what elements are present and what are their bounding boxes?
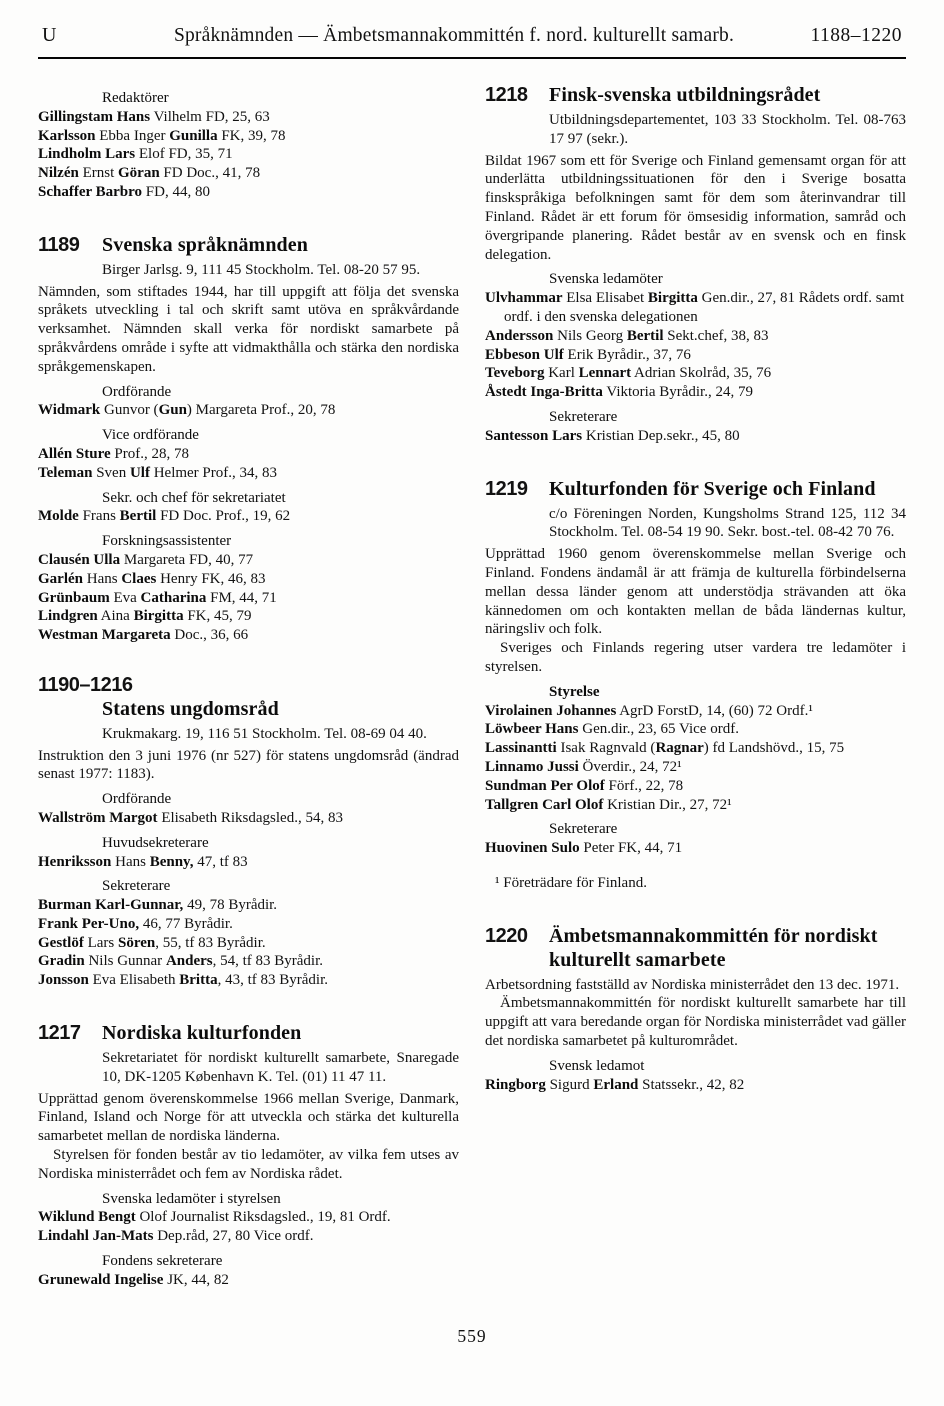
role-group — [38, 426, 459, 482]
group-subhead: Ordförande — [102, 791, 172, 808]
right-column — [485, 83, 906, 1290]
directory-entry: Teveborg Karl Lennart Adrian Skolråd, 35, 76 — [485, 365, 772, 382]
group-subhead: Sekreterare — [102, 878, 171, 895]
directory-entry: Westman Margareta Doc., 36, 66 — [38, 627, 249, 644]
section-title: Statens ungdomsråd — [102, 697, 279, 720]
directory-entry: Teleman Sven Ulf Helmer Prof., 34, 83 — [38, 464, 278, 481]
section-heading — [485, 477, 906, 501]
section-address: Sekretariatet för nordiskt kulturellt samarbete, Snaregade 10, DK-1205 København K. Tel. (01) 11 47 11. — [102, 1050, 459, 1085]
group-subhead: Svenska ledamöter i styrelsen — [102, 1190, 281, 1207]
section-address: Birger Jarlsg. 9, 111 45 Stockholm. Tel. 08-20 57 95. — [102, 261, 421, 278]
directory-entry: Henriksson Hans Benny, 47, tf 83 — [38, 853, 248, 870]
role-group — [485, 683, 906, 815]
section-title: Finsk-svenska utbildningsrådet — [549, 84, 821, 106]
group-subhead: Styrelse — [549, 683, 600, 700]
page-header — [38, 24, 906, 47]
section-number: 1189 — [38, 233, 80, 256]
section-paragraph: Nämnden, som stiftades 1944, har till uppgift att följa det svenska språkets utveckling i tal och skrift samt utöva en språkvårdande verksamhet. Nämnden skall verka för nordiskt samarbete på språkvårdens område i syfte att vidmakthålla och stärka den nordiska språkgemenskapen. — [38, 283, 459, 375]
directory-entry: Karlsson Ebba Inger Gunilla FK, 39, 78 — [38, 127, 286, 144]
role-group — [38, 1252, 459, 1290]
section-paragraph: Upprättad genom överenskommelse 1966 mellan Sverige, Danmark, Finland, Island och Norge för att utveckla och stärka det kulturella samarbetet mellan de nordiska länderna. — [38, 1090, 459, 1145]
header-section-letter: U — [42, 24, 57, 46]
section-address: Krukmakarg. 19, 116 51 Stockholm. Tel. 08-69 04 40. — [102, 725, 427, 742]
role-group — [38, 383, 459, 421]
role-group — [38, 89, 459, 202]
directory-entry: Lindahl Jan-Mats Dep.råd, 27, 80 Vice ordf. — [38, 1228, 314, 1245]
section-paragraph: Upprättad 1960 genom överenskommelse mellan Sverige och Finland. Fondens ändamål är att främja de kulturella förbindelserna mellan dessa länder genom att understödja strävanden att öka kännedomen om och kontakten mellan de båda ländernas kultur, näringsliv och folk. — [485, 546, 906, 638]
role-group — [38, 834, 459, 872]
directory-entry: Gestlöf Lars Sören, 55, tf 83 Byrådir. — [38, 934, 266, 951]
group-subhead: Sekreterare — [549, 408, 618, 425]
directory-entry: Wiklund Bengt Olof Journalist Riksdagsled., 19, 81 Ordf. — [38, 1209, 391, 1226]
section-title: Nordiska kulturfonden — [102, 1022, 302, 1045]
header-running-title: Språknämnden — Ämbetsmannakommittén f. nord. kulturellt samarb. — [173, 25, 735, 46]
group-subhead: Vice ordförande — [102, 427, 199, 444]
group-subhead: Svenska ledamöter — [549, 271, 663, 288]
directory-entry: Andersson Nils Georg Bertil Sekt.chef, 38, 83 — [485, 327, 769, 344]
directory-entry: Tallgren Carl Olof Kristian Dir., 27, 72¹ — [485, 796, 732, 813]
directory-entry: Frank Per-Uno, 46, 77 Byrådir. — [38, 915, 233, 932]
directory-section-1189 — [38, 233, 459, 645]
role-group — [38, 1190, 459, 1246]
group-subhead: Redaktörer — [102, 90, 169, 106]
role-group — [38, 877, 459, 990]
role-group — [38, 489, 459, 527]
header-entry-range: 1188–1220 — [810, 25, 902, 46]
directory-section-1217 — [38, 1021, 459, 1290]
directory-entry: Grünbaum Eva Catharina FM, 44, 71 — [38, 589, 277, 606]
group-subhead: Ordförande — [102, 383, 172, 400]
directory-entry: Schaffer Barbro FD, 44, 80 — [38, 183, 210, 200]
directory-entry: Nilzén Ernst Göran FD Doc., 41, 78 — [38, 165, 261, 182]
section-paragraph: Instruktion den 3 juni 1976 (nr 527) för statens ungdomsråd (ändrad senast 1977: 1183). — [38, 747, 459, 783]
directory-entry: Huovinen Sulo Peter FK, 44, 71 — [485, 840, 683, 857]
section-heading — [38, 233, 459, 257]
group-subhead: Fondens sekreterare — [102, 1253, 223, 1270]
directory-entry: Virolainen Johannes AgrD ForstD, 14, (60) 72 Ordf.¹ — [485, 702, 813, 719]
directory-entry: Widmark Gunvor (Gun) Margareta Prof., 20, 78 — [38, 402, 336, 419]
directory-entry: Åstedt Inga-Britta Viktoria Byrådir., 24, 79 — [485, 384, 753, 401]
section-address: Utbildningsdepartementet, 103 33 Stockholm. Tel. 08-763 17 97 (sekr.). — [549, 112, 906, 147]
directory-entry: Ringborg Sigurd Erland Statssekr., 42, 82 — [485, 1076, 745, 1093]
section-number: 1217 — [38, 1022, 81, 1045]
directory-entry: Lindgren Aina Birgitta FK, 45, 79 — [38, 608, 252, 625]
section-paragraph: Ämbetsmannakommittén för nordiskt kulturellt samarbete har till uppgift att vara beredande organ för Nordiska ministerrådet vad gäller det nordiska samarbetet på kulturområdet. — [485, 995, 906, 1050]
section-title: Svenska språknämnden — [102, 233, 308, 256]
group-subhead: Huvudsekreterare — [102, 834, 209, 851]
section-number: 1219 — [485, 477, 528, 500]
header-rule — [38, 57, 906, 59]
page-number: 559 — [457, 1326, 487, 1346]
directory-entry: Garlén Hans Claes Henry FK, 46, 83 — [38, 570, 266, 587]
role-group — [485, 1057, 906, 1095]
section-title: Ämbetsmannakommittén för nordiskt kulturellt samarbete — [549, 924, 878, 971]
directory-entry: Ebbeson Ulf Erik Byrådir., 37, 76 — [485, 346, 691, 363]
directory-entry: Grunewald Ingelise JK, 44, 82 — [38, 1271, 229, 1288]
left-column — [38, 83, 459, 1290]
section-heading — [485, 83, 906, 107]
section-paragraph: Bildat 1967 som ett för Sverige och Finland gemensamt organ för att underlätta utbildningssituationen för den i Sverige bosatta finskspråkiga befolkningen samt för dem som återinvandrar till Finland. Rådet är ett forum för ömsesidig information, samråd och övergripande planering. Rådet består av en svensk och en finsk delegation. — [485, 152, 906, 263]
role-group — [485, 270, 906, 402]
directory-section-1190-1216 — [38, 673, 459, 990]
directory-entry: Lassinantti Isak Ragnvald (Ragnar) fd Landshövd., 15, 75 — [485, 740, 845, 757]
section-paragraph: Arbetsordning fastställd av Nordiska ministerrådet den 13 dec. 1971. — [485, 976, 900, 993]
directory-entry: Lindholm Lars Elof FD, 35, 71 — [38, 146, 233, 163]
group-subhead: Svensk ledamot — [549, 1057, 645, 1074]
section-heading — [38, 1021, 459, 1045]
group-subhead: Sekr. och chef för sekretariatet — [102, 489, 286, 506]
directory-entry: Jonsson Eva Elisabeth Britta, 43, tf 83 Byrådir. — [38, 972, 328, 989]
directory-section-1220 — [485, 924, 906, 1095]
group-subhead: Forskningsassistenter — [102, 533, 232, 550]
directory-entry: Linnamo Jussi Överdir., 24, 72¹ — [485, 758, 682, 775]
directory-entry: Ulvhammar Elsa Elisabet Birgitta Gen.dir., 27, 81 Rådets ordf. samt ordf. i den svenska delegationen — [485, 290, 905, 325]
section-paragraph: Sveriges och Finlands regering utser vardera tre ledamöter i styrelsen. — [485, 640, 906, 675]
role-group — [38, 790, 459, 828]
content-columns — [38, 83, 906, 1290]
directory-entry: Santesson Lars Kristian Dep.sekr., 45, 80 — [485, 427, 740, 444]
directory-entry: Sundman Per Olof Förf., 22, 78 — [485, 777, 684, 794]
section-address: c/o Föreningen Norden, Kungsholms Strand 125, 112 34 Stockholm. Tel. 08-54 19 90. Sekr. bost.-tel. 08-42 70 76. — [549, 505, 906, 541]
section-number: 1190–1216 — [38, 673, 133, 696]
directory-entry: Wallström Margot Elisabeth Riksdagsled., 54, 83 — [38, 809, 343, 826]
role-group — [485, 408, 906, 446]
group-subhead: Sekreterare — [549, 821, 618, 838]
directory-entry: Löwbeer Hans Gen.dir., 23, 65 Vice ordf. — [485, 721, 739, 738]
directory-entry: Allén Sture Prof., 28, 78 — [38, 445, 189, 462]
section-number: 1218 — [485, 84, 528, 106]
section-number: 1220 — [485, 924, 528, 947]
section-paragraph: Styrelsen för fonden består av tio ledamöter, av vilka fem utses av Nordiska ministerrådet och fem av Nordiska rådet. — [38, 1147, 459, 1182]
directory-entry: Gillingstam Hans Vilhelm FD, 25, 63 — [38, 108, 270, 125]
section-heading — [485, 924, 906, 972]
footnote: ¹ Företrädare för Finland. — [495, 874, 647, 891]
directory-continuation — [38, 89, 459, 202]
role-group — [485, 820, 906, 858]
directory-entry: Clausén Ulla Margareta FD, 40, 77 — [38, 551, 254, 568]
directory-entry: Burman Karl-Gunnar, 49, 78 Byrådir. — [38, 897, 278, 914]
directory-entry: Gradin Nils Gunnar Anders, 54, tf 83 Byrådir. — [38, 953, 324, 970]
directory-section-1219 — [485, 477, 906, 893]
directory-entry: Molde Frans Bertil FD Doc. Prof., 19, 62 — [38, 508, 291, 525]
role-group — [38, 532, 459, 645]
directory-section-1218 — [485, 83, 906, 446]
section-title: Kulturfonden för Sverige och Finland — [549, 477, 876, 500]
